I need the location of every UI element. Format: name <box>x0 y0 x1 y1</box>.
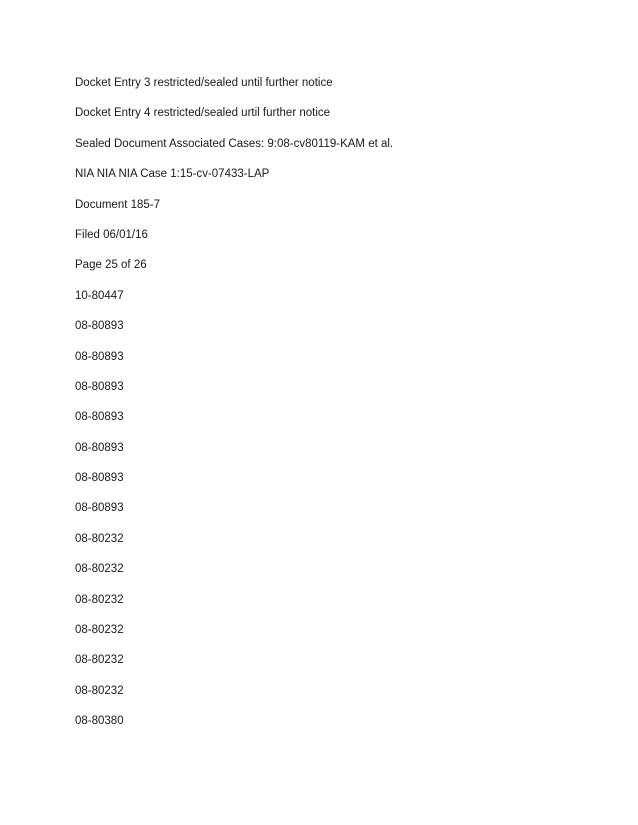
document-number: Document 185-7 <box>75 198 161 211</box>
docket-entry-4-notice: Docket Entry 4 restricted/sealed urtil further notice <box>75 107 331 120</box>
case-reference: 08-80893 <box>75 380 124 393</box>
case-reference: 08-80893 <box>75 472 124 485</box>
case-reference: 08-80893 <box>75 320 124 333</box>
case-reference: 08-80893 <box>75 502 124 515</box>
filed-date: Filed 06/01/16 <box>75 228 148 241</box>
case-reference: 10-80447 <box>75 289 124 302</box>
case-reference: 08-80232 <box>75 624 124 637</box>
case-reference: 08-80232 <box>75 532 124 545</box>
docket-entry-3-notice: Docket Entry 3 restricted/sealed until further notice <box>75 77 333 89</box>
case-reference: 08-80893 <box>75 411 124 424</box>
page-indicator: Page 25 of 26 <box>75 259 147 272</box>
case-reference: 08-80893 <box>75 441 124 454</box>
case-reference: 08-80232 <box>75 654 124 667</box>
case-number: NIA NIA NIA Case 1:15-cv-07433-LAP <box>75 168 270 181</box>
case-reference: 08-80232 <box>75 684 124 697</box>
case-reference: 08-80232 <box>75 593 124 606</box>
case-reference: 08-80380 <box>75 715 124 728</box>
sealed-document-associated-cases: Sealed Document Associated Cases: 9:08-cv80119-KAM et al. <box>75 137 394 150</box>
case-reference: 08-80893 <box>75 350 124 363</box>
case-reference: 08-80232 <box>75 563 124 576</box>
document-text-lines <box>75 74 393 743</box>
